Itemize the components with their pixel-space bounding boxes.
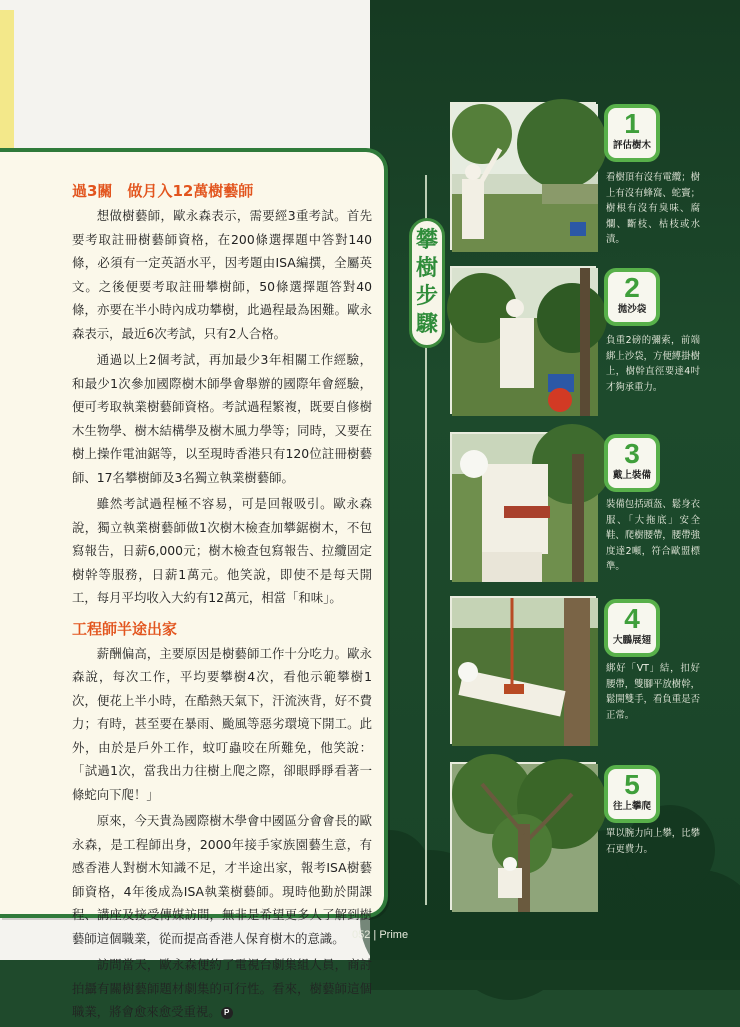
step-1-photo (450, 102, 596, 250)
step-number: 3 (624, 438, 640, 469)
vertical-title (409, 218, 445, 348)
section-heading-engineer: 工程師半途出家 (72, 619, 178, 638)
article-paragraph: 通過以上2個考試，再加最少3年相關工作經驗，和最少1次參加國際樹木師學會舉辦的國際年會經驗，便可考取執業樹藝師資格。考試過程繁複，既要自修樹木生物學、樹木結構學及樹木風力學等；同時，又要在樹上操作電油鋸等，以至現時香港只有120位註冊樹藝師、17名攀樹師及3名獨立執業樹藝師。 (72, 352, 372, 485)
vertical-title-char: 攀 (415, 228, 438, 253)
section-heading-exams: 過3關 做月入12萬樹藝師 (72, 182, 254, 200)
step-3-photo (450, 432, 596, 580)
yellow-tab (0, 10, 14, 160)
step-4-photo (450, 596, 596, 744)
footer-separator: | (373, 929, 377, 941)
step-number: 2 (624, 272, 640, 303)
vertical-title-char: 樹 (415, 256, 438, 281)
article-paragraph: 薪酬偏高，主要原因是樹藝師工作十分吃力。歐永森說，每次工作，平均要攀樹4次，看他示範攀樹1次，便花上半小時，在酷熱天氣下，汗流浹背，好不費力；有時，甚至要在暴雨、颱風等惡劣環境下開工。此外，由於是戶外工作，蚊叮蟲咬在所難免，他笑說：「試過1次，當我出力往樹上爬之際，卻眼睜睜看著一條蛇向下爬！」 (72, 645, 372, 802)
step-5-badge (604, 765, 660, 823)
end-mark-icon: P (221, 1007, 233, 1019)
step-title: 往上攀爬 (612, 801, 651, 812)
vertical-title-char: 驟 (415, 312, 438, 337)
step-4-description: 綁好「VT」結，扣好腰帶，雙腳平放樹幹，鬆開雙手，看負重是否正常。 (606, 663, 700, 721)
step-title: 戴上裝備 (612, 470, 651, 481)
step-2-badge (604, 268, 660, 326)
step-3-badge (604, 434, 660, 492)
article-body (72, 180, 372, 1027)
step-number: 4 (624, 603, 640, 634)
article-paragraph-last (72, 953, 372, 1024)
step-title: 拋沙袋 (617, 304, 647, 315)
page-footer (352, 929, 408, 941)
step-1-badge (604, 104, 660, 162)
step-number: 1 (624, 108, 640, 139)
step-2-description: 負重2磅的彌索，前端綁上沙袋，方便縛掛樹上，樹幹直徑要達4吋才夠承重力。 (606, 335, 700, 393)
article-paragraph: 想做樹藝師，歐永森表示，需要經3重考試。首先要考取註冊樹藝師資格，在200條選擇題中答對140條，必須有一定英語水平，因考題由ISA編撰，全屬英文。之後便要考取註冊攀樹師，50條選擇題答對40條，亦要在半小時內成功攀樹，此過程最為困難。歐永森表示，最近6次考試，只有2人合格。 (72, 208, 372, 341)
step-4-badge (604, 599, 660, 657)
step-title: 大鵬展翅 (612, 635, 651, 646)
step-2-photo (450, 266, 596, 414)
step-title: 評估樹木 (612, 140, 651, 151)
page-number: 052 (352, 929, 371, 941)
step-5-photo (450, 762, 596, 910)
step-3-description: 裝備包括頭盔、鬆身衣服、「大拖底」安全鞋、爬樹腰帶，腰帶強度達2噸，符合歐盟標準。 (606, 499, 700, 572)
magazine-name: Prime (379, 929, 409, 941)
step-1-description: 看樹頂有沒有電纜；樹上有沒有蜂窩、蛇竇；樹根有沒有臭味、腐爛、斷枝、枯枝或水漬。 (606, 172, 700, 245)
vertical-title-char: 步 (415, 284, 438, 309)
step-5-description: 單以腕力向上攀，比攀石更費力。 (606, 828, 700, 855)
step-number: 5 (624, 769, 640, 800)
article-paragraph: 雖然考試過程極不容易，可是回報吸引。歐永森說，獨立執業樹藝師做1次樹木檢查加攀鋸樹木，不包寫報告，日薪6,000元；樹木檢查包寫報告、拉纜固定樹幹等服務，日薪1萬元。他笑說，即使不是每天開工，每月平均收入大約有12萬元，相當「和味」。 (72, 496, 372, 605)
article-paragraph-text: 訪問當天，歐永森便約了電視台劇集組人員，商討拍攝有關樹藝師題材劇集的可行性。看來，樹藝師這個職業，將會愈來愈受重視。 (72, 957, 372, 1019)
article-paragraph: 原來，今天貴為國際樹木學會中國區分會會長的歐永森，是工程師出身，2000年接手家族園藝生意，有感香港人對樹木知識不足，才半途出家，報考ISA樹藝師資格，4年後成為ISA執業樹藝師。現時他勤於開課程、講座及接受傳媒訪問，無非是希望更多人了解到樹藝師這個職業，從而提高香港人保育樹木的意識。 (72, 813, 372, 946)
